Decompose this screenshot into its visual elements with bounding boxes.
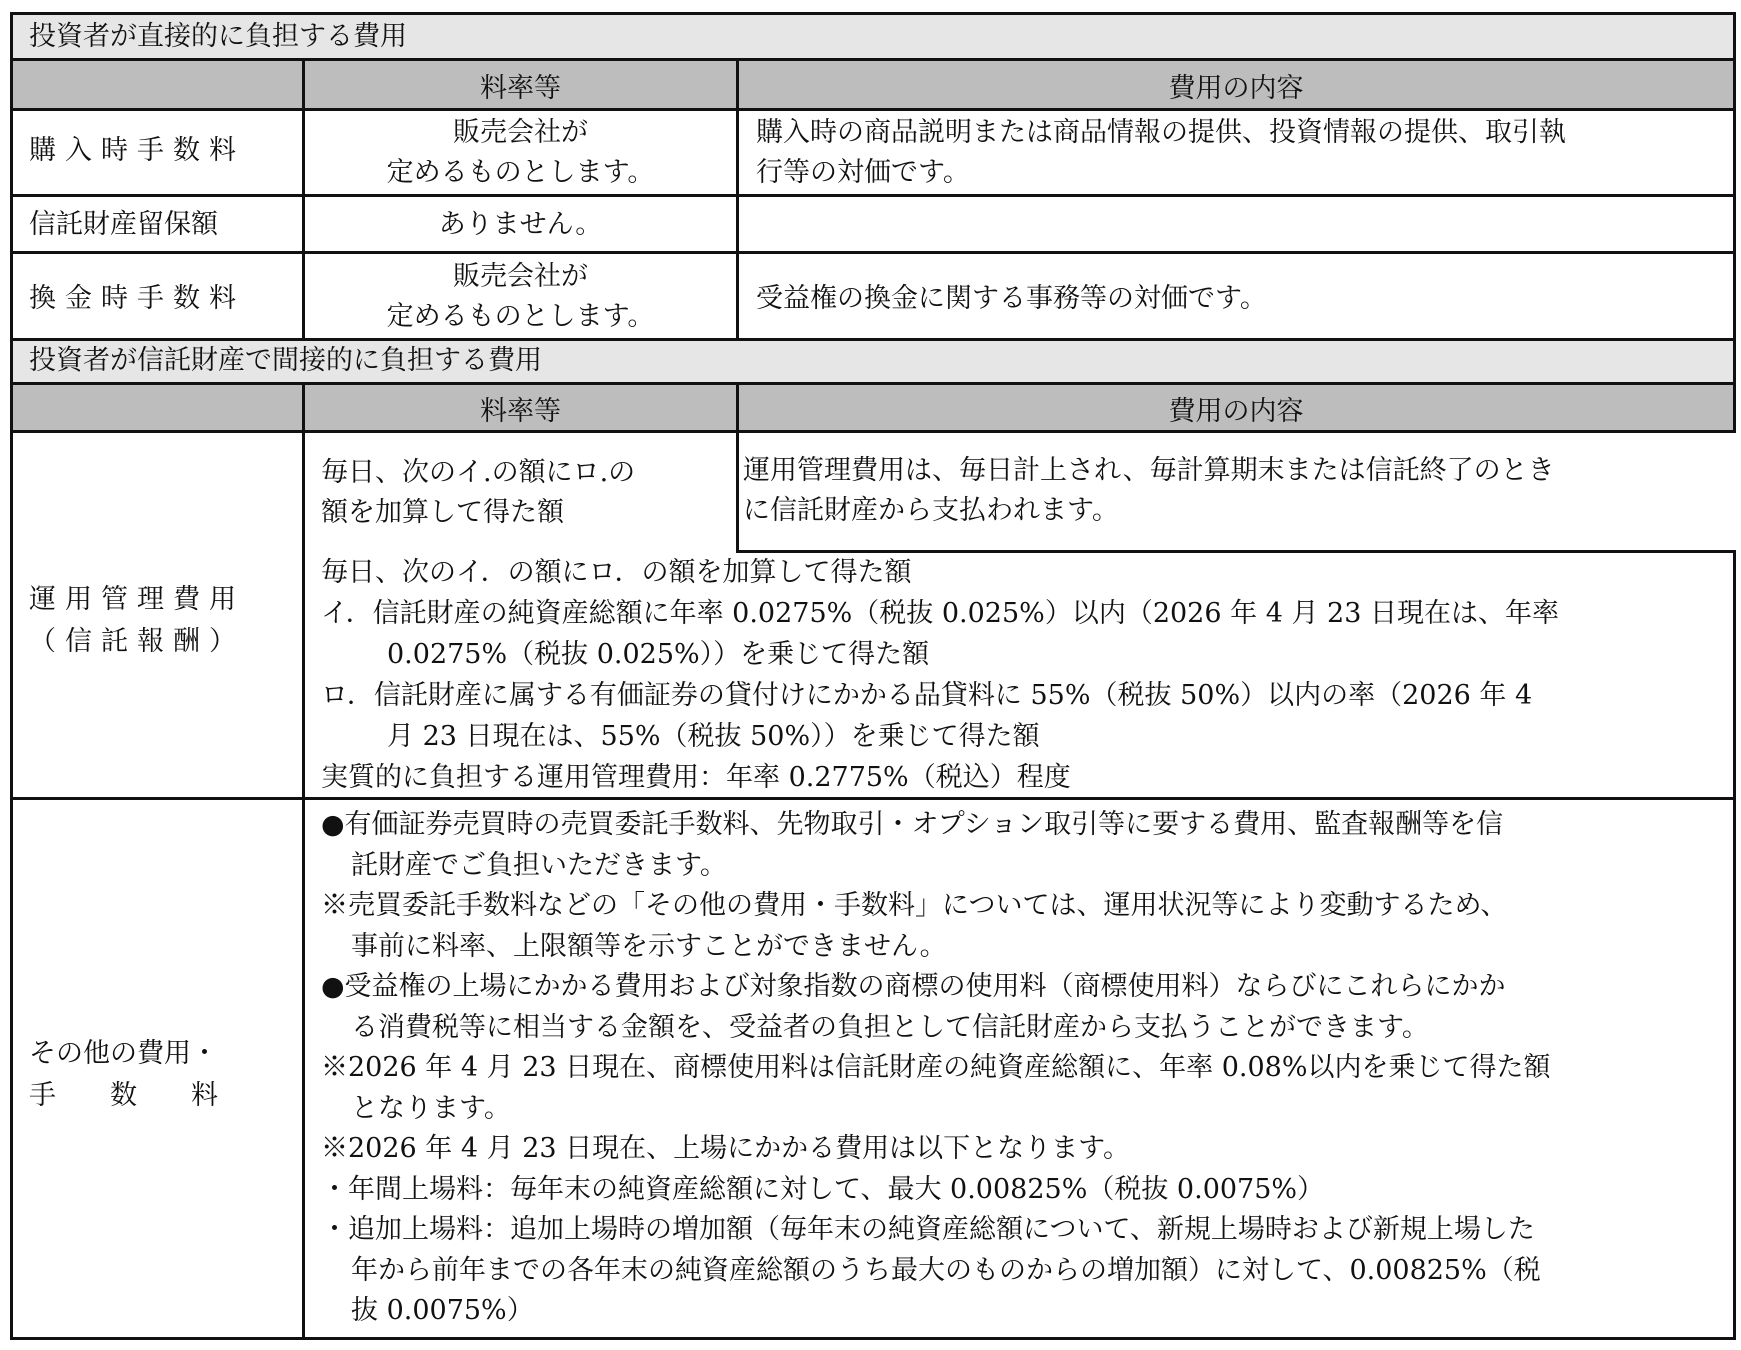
divider <box>736 59 739 341</box>
divider <box>302 59 305 341</box>
other-fee-line: ※2026 年 4 月 23 日現在、上場にかかる費用は以下となります。 <box>321 1133 1130 1164</box>
other-fee-line: 託財産でご負担いただきます。 <box>351 849 727 881</box>
label-line: 運用管理費用 <box>29 584 245 615</box>
section-title: 投資者が直接的に負担する費用 <box>29 21 407 52</box>
detail-line: イ．信託財産の純資産総額に年率 0.0275%（税抜 0.025%）以内（2026 年 4 月 23 日現在は、年率 <box>321 598 1559 629</box>
column-header-content-label: 費用の内容 <box>1168 395 1304 427</box>
detail-line: 0.0275%（税抜 0.025%））を乗じて得た額 <box>387 639 930 670</box>
section-header-direct-costs <box>13 15 1733 59</box>
detail-line: 実質的に負担する運用管理費用：年率 0.2775%（税込）程度 <box>321 762 1071 793</box>
row-content-redemption-fee: 受益権の換金に関する事務等の対価です。 <box>756 283 1267 314</box>
row-label-other-fees <box>29 1033 218 1117</box>
label-line: その他の費用・ <box>29 1038 218 1069</box>
row-label-trust-fee <box>29 579 245 663</box>
column-header-rate-label: 料率等 <box>480 395 561 427</box>
divider <box>13 797 1733 800</box>
row-content-purchase-fee <box>756 111 1566 193</box>
content-line: に信託財産から支払われます。 <box>743 495 1119 526</box>
other-fee-line: 事前に料率、上限額等を示すことができません。 <box>351 930 947 962</box>
rate-line: 定めるものとします。 <box>386 157 655 188</box>
row-content-other-fees <box>321 805 1551 1332</box>
other-fee-line: となります。 <box>351 1092 511 1124</box>
column-header-content <box>739 61 1733 109</box>
divider <box>13 251 1733 254</box>
divider <box>13 194 1733 197</box>
section-title: 投資者が信託財産で間接的に負担する費用 <box>29 345 542 376</box>
column-header-item <box>13 385 302 431</box>
rate-line: 販売会社が <box>453 261 588 292</box>
other-fee-line: ●受益権の上場にかかる費用および対象指数の商標の使用料（商標使用料）ならびにこれらにかか <box>321 971 1506 1002</box>
column-header-rate <box>305 61 736 109</box>
content-line: 購入時の商品説明または商品情報の提供、投資情報の提供、取引執 <box>756 117 1566 148</box>
divider <box>302 383 305 1337</box>
other-fee-line: ●有価証券売買時の売買委託手数料、先物取引・オプション取引等に要する費用、監査報酬等を信 <box>321 809 1504 840</box>
trust-fee-detail <box>321 552 1559 798</box>
section-header-indirect-costs <box>13 341 1733 383</box>
row-label-redemption-fee: 換金時手数料 <box>29 283 245 314</box>
divider <box>736 383 739 433</box>
other-fee-line: ※2026 年 4 月 23 日現在、商標使用料は信託財産の純資産総額に、年率 0.08%以内を乗じて得た額 <box>321 1052 1551 1083</box>
rate-line: 毎日、次のイ.の額にロ.の <box>321 457 636 488</box>
row-rate-trust-reserve: ありません。 <box>438 209 603 240</box>
content-line: 行等の対価です。 <box>756 157 970 188</box>
other-fee-line: ・追加上場料：追加上場時の増加額（毎年末の純資産総額について、新規上場時および新規上場した <box>321 1214 1535 1245</box>
column-header-rate <box>305 385 736 431</box>
row-rate-purchase-fee <box>305 111 736 193</box>
detail-line: ロ．信託財産に属する有価証券の貸付けにかかる品貸料に 55%（税抜 50%）以内の率（2026 年 4 <box>321 680 1533 711</box>
row-rate-trust-fee <box>321 453 635 533</box>
column-header-content-label: 費用の内容 <box>1168 72 1304 104</box>
column-header-content <box>739 385 1733 431</box>
row-content-trust-fee <box>736 433 1736 553</box>
label-line: （信託報酬） <box>29 626 245 657</box>
rate-line: 定めるものとします。 <box>386 301 655 332</box>
column-header-item <box>13 61 302 109</box>
other-fee-line: 抜 0.0075%） <box>351 1295 534 1326</box>
other-fee-line: ・年間上場料：毎年末の純資産総額に対して、最大 0.00825%（税抜 0.0075%） <box>321 1173 1325 1205</box>
other-fee-line: 年から前年までの各年末の純資産総額のうち最大のものからの増加額）に対して、0.00825%（税 <box>351 1254 1541 1286</box>
detail-line: 毎日、次のイ．の額にロ．の額を加算して得た額 <box>321 557 912 588</box>
fee-table <box>10 12 1736 1340</box>
label-line: 手 数 料 <box>29 1080 218 1111</box>
other-fee-line: る消費税等に相当する金額を、受益者の負担として信託財産から支払うことができます。 <box>351 1011 1429 1043</box>
row-label-trust-reserve: 信託財産留保額 <box>29 209 218 240</box>
rate-line: 額を加算して得た額 <box>321 497 564 528</box>
row-rate-redemption-fee <box>305 257 736 337</box>
row-label-purchase-fee: 購入時手数料 <box>29 135 245 166</box>
rate-line: 販売会社が <box>453 117 588 148</box>
content-line: 運用管理費用は、毎日計上され、毎計算期末または信託終了のとき <box>743 455 1555 486</box>
detail-line: 月 23 日現在は、55%（税抜 50%））を乗じて得た額 <box>387 721 1040 752</box>
other-fee-line: ※売買委託手数料などの「その他の費用・手数料」については、運用状況等により変動するため、 <box>321 890 1508 921</box>
column-header-rate-label: 料率等 <box>480 72 561 104</box>
